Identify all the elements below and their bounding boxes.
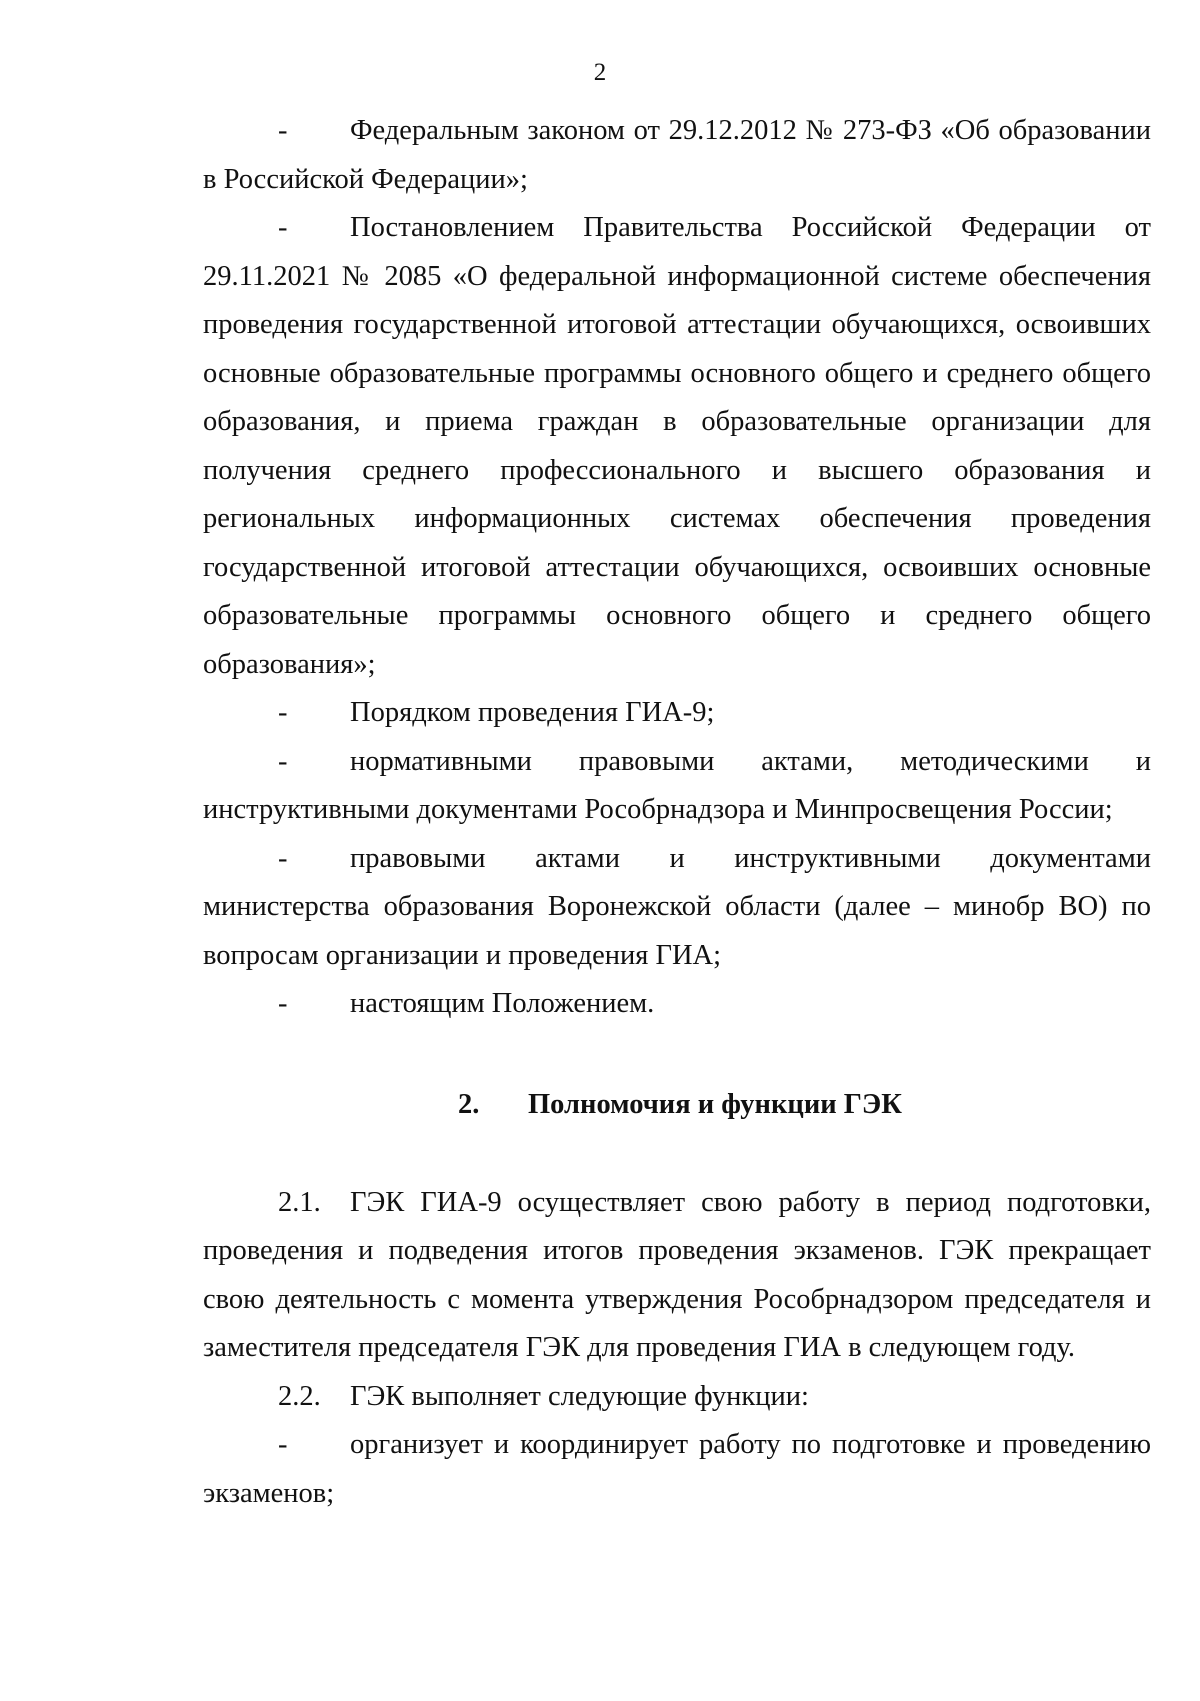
list-dash: - xyxy=(278,115,288,146)
list-item-text: организует и координирует работу по подготовке и проведению экзаменов; xyxy=(203,1429,1151,1509)
list-item-text: правовыми актами и инструктивными документами министерства образования Воронежской области (далее – минобр ВО) по вопросам организации и проведения ГИА; xyxy=(203,842,1151,971)
document-body xyxy=(203,107,1151,1518)
list-dash: - xyxy=(278,842,288,874)
list-item xyxy=(203,835,1151,981)
list-item-text: нормативными правовыми актами, методическими и инструктивными документами Рособрнадзора и Минпросвещения России; xyxy=(203,745,1151,825)
list-dash: - xyxy=(278,1429,288,1460)
list-item xyxy=(203,689,1151,738)
list-dash: - xyxy=(278,745,288,777)
list-item xyxy=(203,1421,1151,1518)
list-item-text: Федеральным законом от 29.12.2012 № 273-ФЗ «Об образовании в Российской Федерации»; xyxy=(203,115,1151,195)
list-item xyxy=(203,107,1151,204)
list-item xyxy=(203,980,1151,1029)
paragraph-text: ГЭК выполняет следующие функции: xyxy=(350,1380,809,1412)
section-heading xyxy=(203,1081,1151,1129)
list-dash: - xyxy=(278,988,288,1019)
page-number: 2 xyxy=(593,59,607,86)
section-number: 2. xyxy=(458,1088,480,1120)
list-item-text: настоящим Положением. xyxy=(350,988,655,1019)
list-item xyxy=(203,204,1151,689)
paragraph-number: 2.2. xyxy=(278,1380,321,1412)
numbered-paragraph xyxy=(203,1373,1151,1422)
paragraph-text: ГЭК ГИА-9 осуществляет свою работу в период подготовки, проведения и подведения итогов проведения экзаменов. ГЭК прекращает свою деятельность с момента утверждения Рособрнадзором председателя и заместителя председателя ГЭК для проведения ГИА в следующем году. xyxy=(203,1186,1151,1363)
list-item-text: Постановлением Правительства Российской Федерации от 29.11.2021 № 2085 «О федеральной информационной системе обеспечения проведения государственной итоговой аттестации обучающихся, освоивших основные образовательные программы основного общего и среднего общего образования, и приема граждан в образовательные организации для получения среднего профессионального и высшего образования и региональных информационных системах обеспечения проведения государственной итоговой аттестации обучающихся, освоивших основные образовательные программы основного общего и среднего общего образования»; xyxy=(203,212,1151,680)
numbered-paragraph xyxy=(203,1179,1151,1373)
list-item xyxy=(203,738,1151,835)
list-dash: - xyxy=(278,212,288,243)
section-title: Полномочия и функции ГЭК xyxy=(528,1088,902,1120)
list-dash: - xyxy=(278,697,288,728)
list-item-text: Порядком проведения ГИА-9; xyxy=(350,697,715,728)
paragraph-number: 2.1. xyxy=(278,1186,321,1218)
